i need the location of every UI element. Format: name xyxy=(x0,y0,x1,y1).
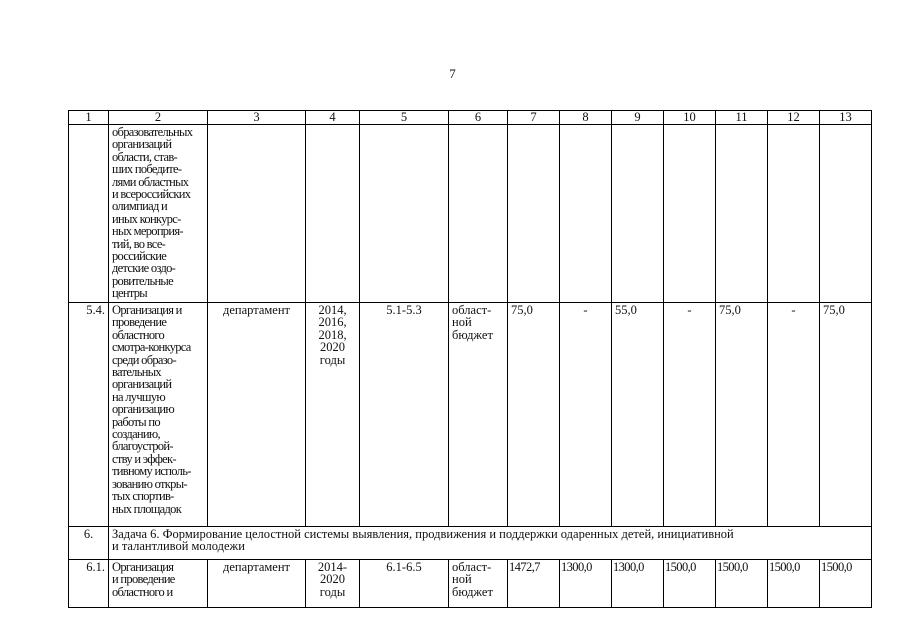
num-cell xyxy=(69,125,109,303)
col-header-5: 5 xyxy=(360,111,449,125)
page-number: 7 xyxy=(449,66,456,81)
indicators-cell: 5.1-5.3 xyxy=(360,303,449,527)
program-table xyxy=(68,110,872,608)
value-cell-2015: 1300,0 xyxy=(560,560,612,608)
value-cell-2019: - xyxy=(768,303,820,527)
years-line: 2018, xyxy=(318,327,347,342)
value-cell xyxy=(716,125,768,303)
indicators-cell: 6.1-6.5 xyxy=(360,560,449,608)
col-header-4: 4 xyxy=(306,111,360,125)
source-line: бюджет xyxy=(452,327,493,342)
name-line: ровительные xyxy=(112,273,173,288)
value-cell-2018: 1500,0 xyxy=(716,560,768,608)
num-cell: 6.1. xyxy=(69,560,109,608)
activity-name-cell xyxy=(109,125,208,303)
source-line: област- xyxy=(452,303,492,317)
name-line: организаций xyxy=(112,377,172,392)
source-line: бюджет xyxy=(452,584,493,599)
name-line: тых спортив- xyxy=(112,489,174,504)
name-line: ных мероприя- xyxy=(112,224,183,239)
source-line: ной xyxy=(452,572,472,587)
col-header-1: 1 xyxy=(69,111,109,125)
col-header-2: 2 xyxy=(109,111,208,125)
name-line: Организация xyxy=(112,560,174,574)
years-cell xyxy=(306,125,360,303)
name-line: образовательных xyxy=(112,125,193,139)
source-cell xyxy=(449,125,508,303)
value-cell xyxy=(768,125,820,303)
col-header-7: 7 xyxy=(508,111,560,125)
executor-cell: департамент xyxy=(208,303,306,527)
years-line: 2016, xyxy=(318,315,347,330)
name-line: областного xyxy=(112,327,165,342)
name-line: и проведение xyxy=(112,572,175,587)
value-cell-2019: 1500,0 xyxy=(768,560,820,608)
value-cell-2016: 55,0 xyxy=(612,303,664,527)
name-line: областного и xyxy=(112,584,173,599)
col-header-13: 13 xyxy=(820,111,872,125)
name-line: зованию откры- xyxy=(112,476,187,491)
task-text-line: Задача 6. Формирование целостной системы выявления, продвижения и поддержки одаренных детей, инициативной xyxy=(112,527,734,541)
task-6-row xyxy=(69,527,872,560)
years-cell xyxy=(306,560,360,608)
years-line: 2014, xyxy=(318,303,347,317)
indicators-cell xyxy=(360,125,449,303)
name-line: среди образо- xyxy=(112,352,176,367)
task-num-cell: 6. xyxy=(69,527,109,560)
name-line: иных конкурс- xyxy=(112,211,181,226)
col-header-10: 10 xyxy=(664,111,716,125)
num-cell: 5.4. xyxy=(69,303,109,527)
name-line: благоустрой- xyxy=(112,439,173,454)
name-line: тивному исполь- xyxy=(112,464,191,479)
years-line: годы xyxy=(319,352,346,367)
name-line: вательных xyxy=(112,365,161,380)
name-line: созданию, xyxy=(112,427,160,442)
value-cell-2016: 1300,0 xyxy=(612,560,664,608)
activity-name-cell xyxy=(109,303,208,527)
column-number-row xyxy=(69,111,872,125)
value-cell-2018: 75,0 xyxy=(716,303,768,527)
table-row-5-4 xyxy=(69,303,872,527)
col-header-8: 8 xyxy=(560,111,612,125)
source-line: ной xyxy=(452,315,472,330)
value-cell xyxy=(820,125,872,303)
value-cell-2017: 1500,0 xyxy=(664,560,716,608)
value-cell xyxy=(508,125,560,303)
years-line: 2020 xyxy=(320,572,345,587)
task-text-cell xyxy=(109,527,872,560)
table-row-6-1 xyxy=(69,560,872,608)
value-cell xyxy=(664,125,716,303)
executor-cell xyxy=(208,125,306,303)
years-line: 2014- xyxy=(317,560,348,574)
value-cell-2020: 1500,0 xyxy=(820,560,872,608)
name-line: на лучшую xyxy=(112,389,166,404)
value-cell xyxy=(560,125,612,303)
value-cell-2017: - xyxy=(664,303,716,527)
name-line: проведение xyxy=(112,315,167,330)
name-line: детские оздо- xyxy=(112,261,176,276)
name-line: организаций xyxy=(112,137,172,152)
table-row-continued xyxy=(69,125,872,303)
years-line: годы xyxy=(319,584,346,599)
years-cell xyxy=(306,303,360,527)
executor-cell: департамент xyxy=(208,560,306,608)
name-line: российские xyxy=(112,249,167,264)
name-line: работы по xyxy=(112,414,160,429)
name-line: организацию xyxy=(112,402,175,417)
name-line: лями областных xyxy=(112,174,189,189)
source-cell xyxy=(449,303,508,527)
value-cell-2015: - xyxy=(560,303,612,527)
name-line: ству и эффек- xyxy=(112,451,176,466)
col-header-12: 12 xyxy=(768,111,820,125)
years-line: 2020 xyxy=(320,340,345,355)
name-line: Организация и xyxy=(112,303,182,317)
activity-name-cell xyxy=(109,560,208,608)
col-header-11: 11 xyxy=(716,111,768,125)
col-header-3: 3 xyxy=(208,111,306,125)
task-text-line: и талантливой молодежи xyxy=(112,539,245,554)
name-line: олимпиад и xyxy=(112,199,168,214)
name-line: центры xyxy=(112,286,147,301)
name-line: и всероссийских xyxy=(112,187,191,202)
value-cell-2014: 1472,7 xyxy=(508,560,560,608)
name-line: тий, во все- xyxy=(112,236,166,251)
source-line: област- xyxy=(452,560,492,574)
name-line: области, став- xyxy=(112,149,178,164)
value-cell xyxy=(612,125,664,303)
col-header-9: 9 xyxy=(612,111,664,125)
name-line: ших победите- xyxy=(112,162,182,177)
name-line: смотра-конкурса xyxy=(112,340,191,355)
source-cell xyxy=(449,560,508,608)
name-line: ных площадок xyxy=(112,501,182,516)
value-cell-2020: 75,0 xyxy=(820,303,872,527)
value-cell-2014: 75,0 xyxy=(508,303,560,527)
col-header-6: 6 xyxy=(449,111,508,125)
